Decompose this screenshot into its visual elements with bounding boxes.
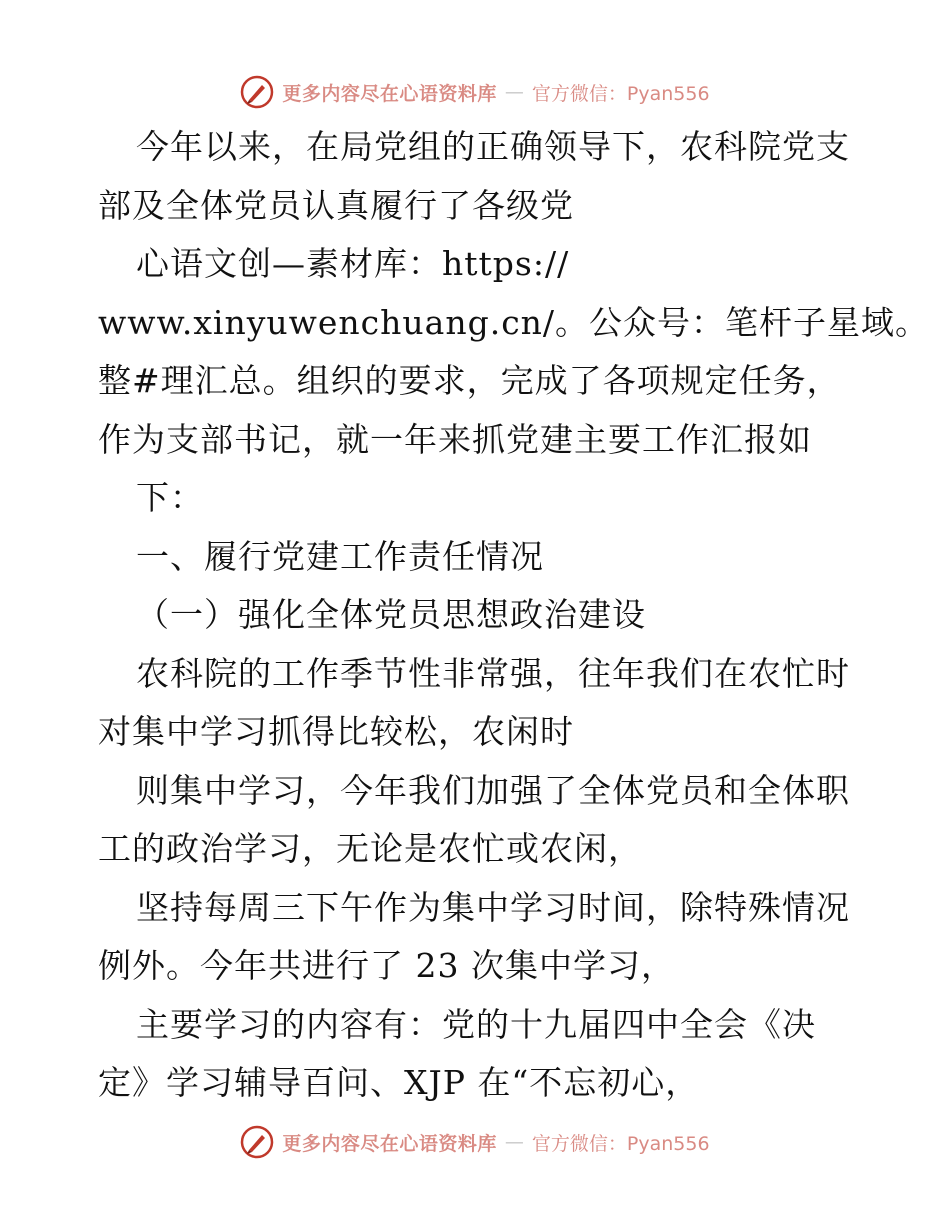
footer-watermark	[0, 1122, 950, 1162]
body-line: 主要学习的内容有：党的十九届四中全会《决	[136, 1004, 816, 1044]
body-line: 则集中学习，今年我们加强了全体党员和全体职	[136, 770, 850, 810]
section-heading: 一、履行党建工作责任情况	[136, 536, 544, 576]
watermark-separator: —	[504, 1131, 524, 1153]
body-line: 整#理汇总。组织的要求，完成了各项规定任务，	[98, 361, 841, 400]
body-line: 心语文创—素材库：https://	[136, 244, 570, 283]
body-line: 农科院的工作季节性非常强，往年我们在农忙时	[136, 653, 850, 693]
header-watermark	[0, 72, 950, 112]
body-line: 下：	[136, 478, 204, 517]
body-line: 定》学习辅导百问、XJP 在“不忘初心，	[98, 1063, 700, 1102]
body-line: 例外。今年共进行了 23 次集中学习，	[98, 946, 675, 985]
pen-logo-icon	[240, 75, 274, 109]
body-line: www.xinyuwenchuang.cn/。公众号：笔杆子星域。	[98, 302, 930, 342]
watermark-text: 更多内容尽在心语资料库	[282, 82, 497, 105]
body-line: 对集中学习抓得比较松，农闲时	[98, 712, 574, 751]
body-line: 作为支部书记，就一年来抓党建主要工作汇报如	[98, 419, 812, 459]
body-line: 今年以来，在局党组的正确领导下，农科院党支	[136, 127, 850, 166]
body-line: 坚持每周三下午作为集中学习时间，除特殊情况	[136, 887, 850, 927]
watermark-text: 更多内容尽在心语资料库	[282, 1132, 497, 1155]
watermark-contact: 官方微信：Pyan556	[531, 1132, 710, 1155]
body-line: 部及全体党员认真履行了各级党	[98, 185, 574, 225]
watermark-separator: —	[504, 81, 524, 103]
document-body	[98, 118, 930, 1113]
watermark-contact: 官方微信：Pyan556	[531, 82, 710, 105]
subsection-heading: （一）强化全体党员思想政治建设	[136, 595, 646, 634]
body-line: 工的政治学习，无论是农忙或农闲，	[98, 829, 642, 868]
pen-logo-icon	[240, 1125, 274, 1159]
